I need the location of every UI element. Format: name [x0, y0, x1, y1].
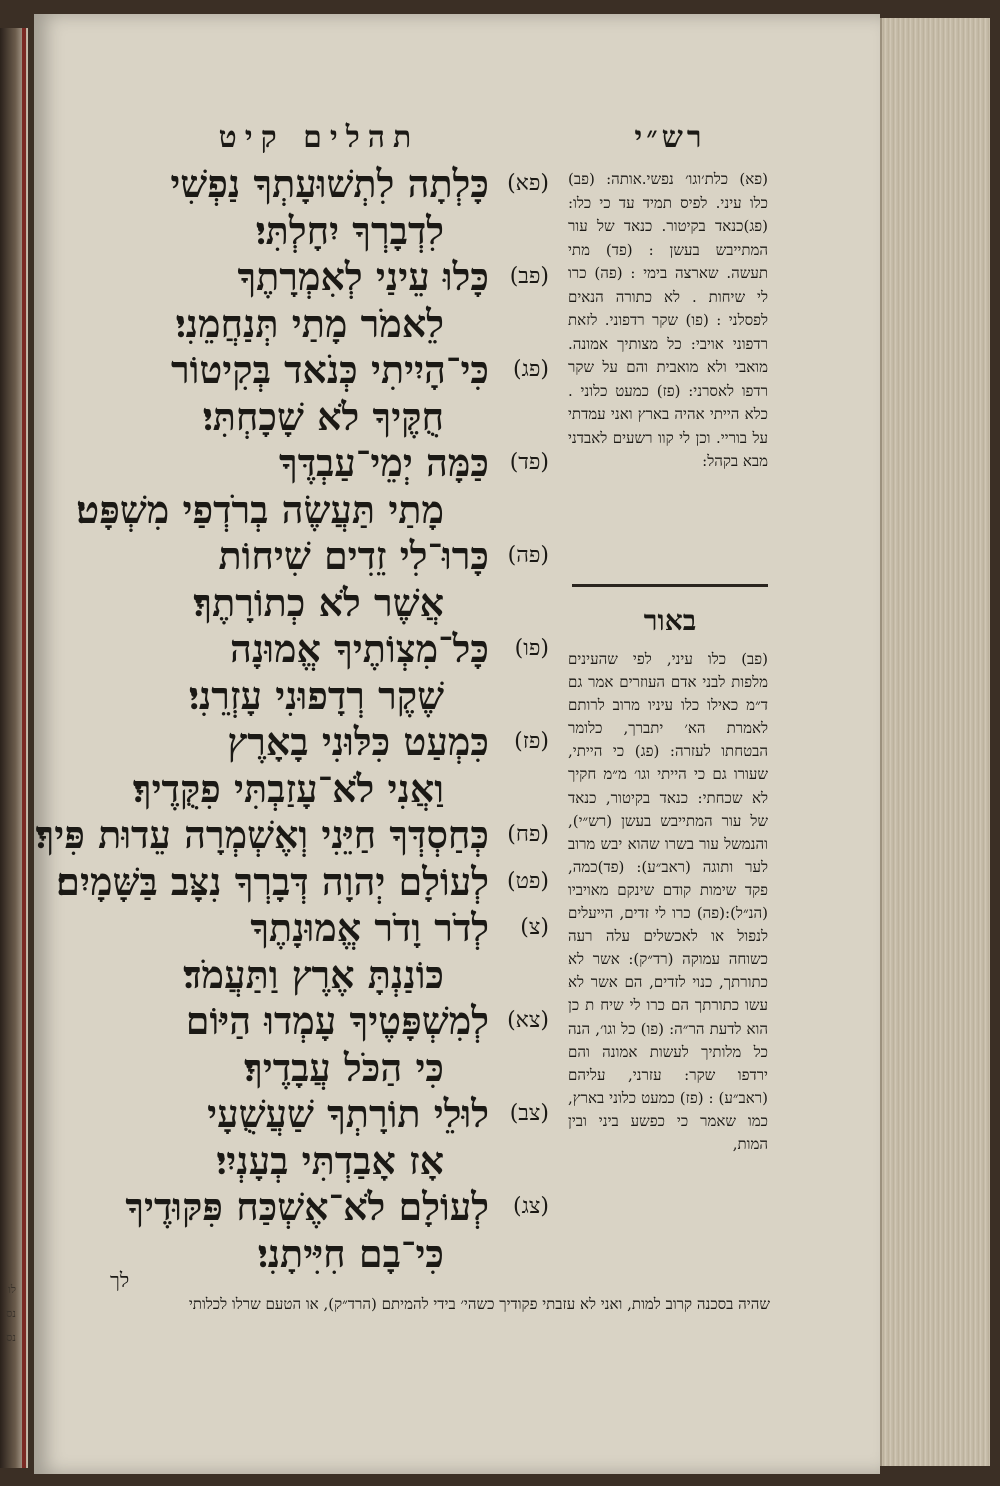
verse-number: (פד): [509, 450, 549, 475]
verse-text: לִדְבָרְךָ יִחָלְתִּי׃: [255, 207, 444, 253]
facing-page-edge: [0, 28, 28, 1468]
binding-edge: [22, 28, 26, 1468]
facing-page-text: לו נס נס: [6, 1283, 16, 1344]
verse-number: (פב): [509, 264, 549, 289]
verse-text: לֵאמֹר מָתַי תְּנַחֲמֵנִי׃: [175, 300, 444, 346]
page-stack-edge: [880, 18, 990, 1466]
rashi-heading: רש״י: [634, 120, 706, 155]
verse-text: כִּי־בָם חִיִּיתָנִי׃: [257, 1230, 444, 1276]
commentary-continuation: שהיה בסכנה קרוב למות, ואני לא עזבתי פקודיך כשהי׳ בידי להמיתם (הרד״ק), או הטעם שרלו לכלותי: [188, 1295, 770, 1313]
column-divider: [572, 584, 768, 587]
verse-text: כִּי הַכֹּל עֲבָדֶיךָ׃: [244, 1044, 444, 1090]
verse-number: (פג): [513, 357, 549, 382]
verse-text: לְמִשְׁפָּטֶיךָ עָמְדוּ הַיּוֹם: [185, 998, 489, 1043]
verse-number: (פט): [507, 868, 549, 894]
verse-text: כָּלְתָה לִתְשׁוּעָתְךָ נַפְשִׁי: [170, 161, 489, 206]
verse-number: (פז): [514, 729, 549, 754]
verse-text: כָּל־מִצְוֹתֶיךָ אֱמוּנָה: [230, 626, 489, 671]
verse-number: (צג): [513, 1194, 549, 1219]
verse-number: (פא): [507, 171, 549, 196]
verse-text: וַאֲנִי לֹא־עָזַבְתִּי פִקֻּדֶיךָ׃: [132, 765, 444, 811]
verse-number: (צב): [509, 1101, 549, 1126]
verse-text: כַּמָּה יְמֵי־עַבְדֶּךָ: [279, 440, 489, 485]
biur-heading: באור: [643, 604, 697, 637]
verse-text: אֲשֶׁר לֹא כְתוֹרָתֶךָ׃: [193, 579, 444, 625]
verse-text: לְדֹר וָדֹר אֱמוּנָתֶךָ: [250, 905, 489, 950]
verse-number: (צא): [507, 1008, 549, 1033]
verse-text: כִּי־הָיִיתִי כְּנֹאד בְּקִיטוֹר: [170, 347, 489, 392]
rashi-commentary: (פא) כלת׳וגו׳ נפשי.אותה: (פב) כלו עיני. לפיס תמיד עד כי כלו:(פג)כנאד בקיטור. כנאד של עור המתייבש בעשן : (פד) מתי תעשה. שארצה בימי : (פה) כרו לי שיחות . לא כתורה הנאים לפסלני : (פו) שקר רדפוני. לזאת רדפוני אויבי: כל מצותיך אמונה. מואבי ולא מואבית והם על שקר רדפו לאסרני: (פז) כמעט כלוני . כלא הייתי אהיה בארץ ואני עמדתי על בוריי. וכן לי קוו רשעים לאבדני מבא בקהל:: [568, 170, 768, 470]
verse-number: (פה): [507, 543, 549, 568]
verse-text: כִּמְעַט כִּלּוּנִי בָאָרֶץ: [227, 719, 489, 764]
verse-text: לוּלֵי תוֹרָתְךָ שַׁעֲשֻׁעָי: [207, 1091, 489, 1136]
verse-text: אָז אָבַדְתִּי בְעָנְיִי׃: [216, 1137, 444, 1183]
verse-number: (פח): [507, 822, 549, 847]
verse-number: (פו): [514, 636, 549, 661]
verse-text: כּוֹנַנְתָּ אֶרֶץ וַתַּעֲמֹד׃: [183, 951, 444, 997]
biur-commentary: (פב) כלו עיני, לפי שהעינים מלפות לבני אדם העוזרים אמר גם ד״מ כאילו כלו עיניו מרוב לרותם לאמרת הא׳ יתברך, כלומר הבטחתו לעזרה: (פג) כי הייתי, שעורו גם כי הייתי וגו׳ מ״מ חקיך לא שכחתי: כנאד בקיטור, כנאד של עור המתייבש בעשן (רש״י), והנמשל עור בשרו שהוא יבש מרוב לער ותוגה (ראב״ע): (פד)כמה, פקד שימות קודם שינקם מאויביו (הנ״ל):(פה) כרו לי זדים, הייעלים לנפול או לאכשלים עלה רעה כשוחה עמוקה (רד״ק): אשר לא כתורתך, כנוי לזדים, הם אשר לא עשו כתורתך הם כרו לי שיח ת כן הוא לדעת הר״ה: (פו) כל וגו׳, הנה כל מלותיך לעשות אמונה והם ירדפו שקר: עזרני, עליהם (ראב״ע) : (פז) כמעט כלוני בארץ, כמו שאמר כי כפשע ביני ובין המות,: [568, 650, 768, 1153]
verse-text: מָתַי תַּעֲשֶׂה בְרֹדְפַי מִשְׁפָּט׃: [76, 486, 444, 532]
page-header-title: תהלים קיט: [218, 120, 420, 155]
verse-number: (צ): [520, 915, 549, 940]
verse-text: לְעוֹלָם לֹא־אֶשְׁכַּח פִּקּוּדֶיךָ: [125, 1184, 489, 1229]
verse-text: כָּרוּ־לִי זֵדִים שִׁיחוֹת: [218, 533, 489, 578]
verse-text: שֶׁקֶר רְדָפוּנִי עָזְרֵנִי׃: [188, 672, 444, 718]
verse-text: חֻקֶּיךָ לֹא שָׁכָחְתִּי׃: [202, 393, 444, 439]
verse-text: לְעוֹלָם יְהוָה דְּבָרְךָ נִצָּב בַּשָּׁמָיִם׃: [56, 858, 489, 904]
catchword: לך: [110, 1268, 130, 1292]
verse-text: כָּלוּ עֵינַי לְאִמְרָתֶךָ: [237, 254, 489, 299]
verse-text: כְּחַסְדְּךָ חַיֵּנִי וְאֶשְׁמְרָה עֵדוּת פִּיךָ׃: [35, 812, 489, 857]
